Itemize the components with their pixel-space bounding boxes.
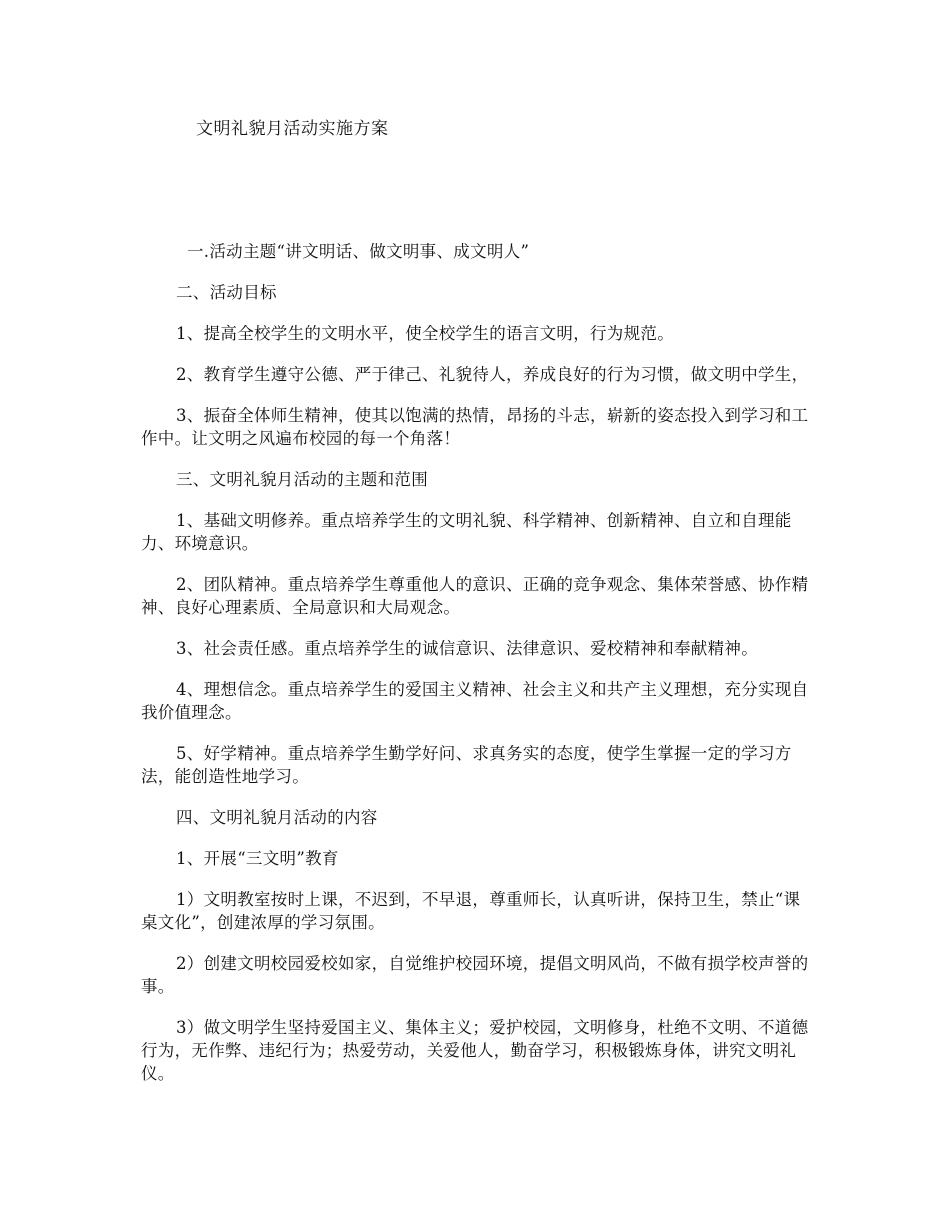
scope-item-5: 5、好学精神。重点培养学生勤学好问、求真务实的态度，使学生掌握一定的学习方法，能创造性地学习。 [141,744,792,786]
goal-item-3: 3、振奋全体师生精神，使其以饱满的热情，昂扬的斗志，崭新的姿态投入到学习和工作中。让文明之风遍布校园的每一个角落！ [141,406,809,448]
content-item-1: 1、开展“三文明”教育 [176,849,339,868]
goal-item-2: 2、教育学生遵守公德、严于律己、礼貌待人，养成良好的行为习惯，做文明中学生， [176,365,809,384]
scope-item-1: 1、基础文明修养。重点培养学生的文明礼貌、科学精神、创新精神、自立和自理能力、环境意识。 [141,511,792,553]
document-title: 文明礼貌月活动实施方案 [196,119,389,139]
section-heading-goals: 二、活动目标 [176,283,277,302]
content-subitem-2: 2）创建文明校园爱校如家，自觉维护校园环境，提倡文明风尚，不做有损学校声誉的事。 [141,954,809,996]
section-heading-content: 四、文明礼貌月活动的内容 [176,808,378,827]
section-heading-scope: 三、文明礼貌月活动的主题和范围 [176,470,428,489]
scope-item-4: 4、理想信念。重点培养学生的爱国主义精神、社会主义和共产主义理想，充分实现自我价值理念。 [141,680,809,722]
document-body [141,240,813,1103]
scope-item-2: 2、团队精神。重点培养学生尊重他人的意识、正确的竞争观念、集体荣誉感、协作精神、良好心理素质、全局意识和大局观念。 [141,575,809,617]
scope-item-3: 3、社会责任感。重点培养学生的诚信意识、法律意识、爱校精神和奉献精神。 [176,639,758,658]
content-subitem-3: 3）做文明学生坚持爱国主义、集体主义；爱护校园，文明修身，杜绝不文明、不道德行为，无作弊、违纪行为；热爱劳动，关爱他人，勤奋学习，积极锻炼身体，讲究文明礼仪。 [141,1018,809,1083]
goal-item-1: 1、提高全校学生的文明水平，使全校学生的语言文明，行为规范。 [176,324,674,343]
section-theme: 一.活动主题“讲文明话、做文明事、成文明人” [187,242,530,261]
content-subitem-1: 1）文明教室按时上课，不迟到，不早退，尊重师长，认真听讲，保持卫生，禁止“课桌文化”，创建浓厚的学习氛围。 [141,890,801,932]
